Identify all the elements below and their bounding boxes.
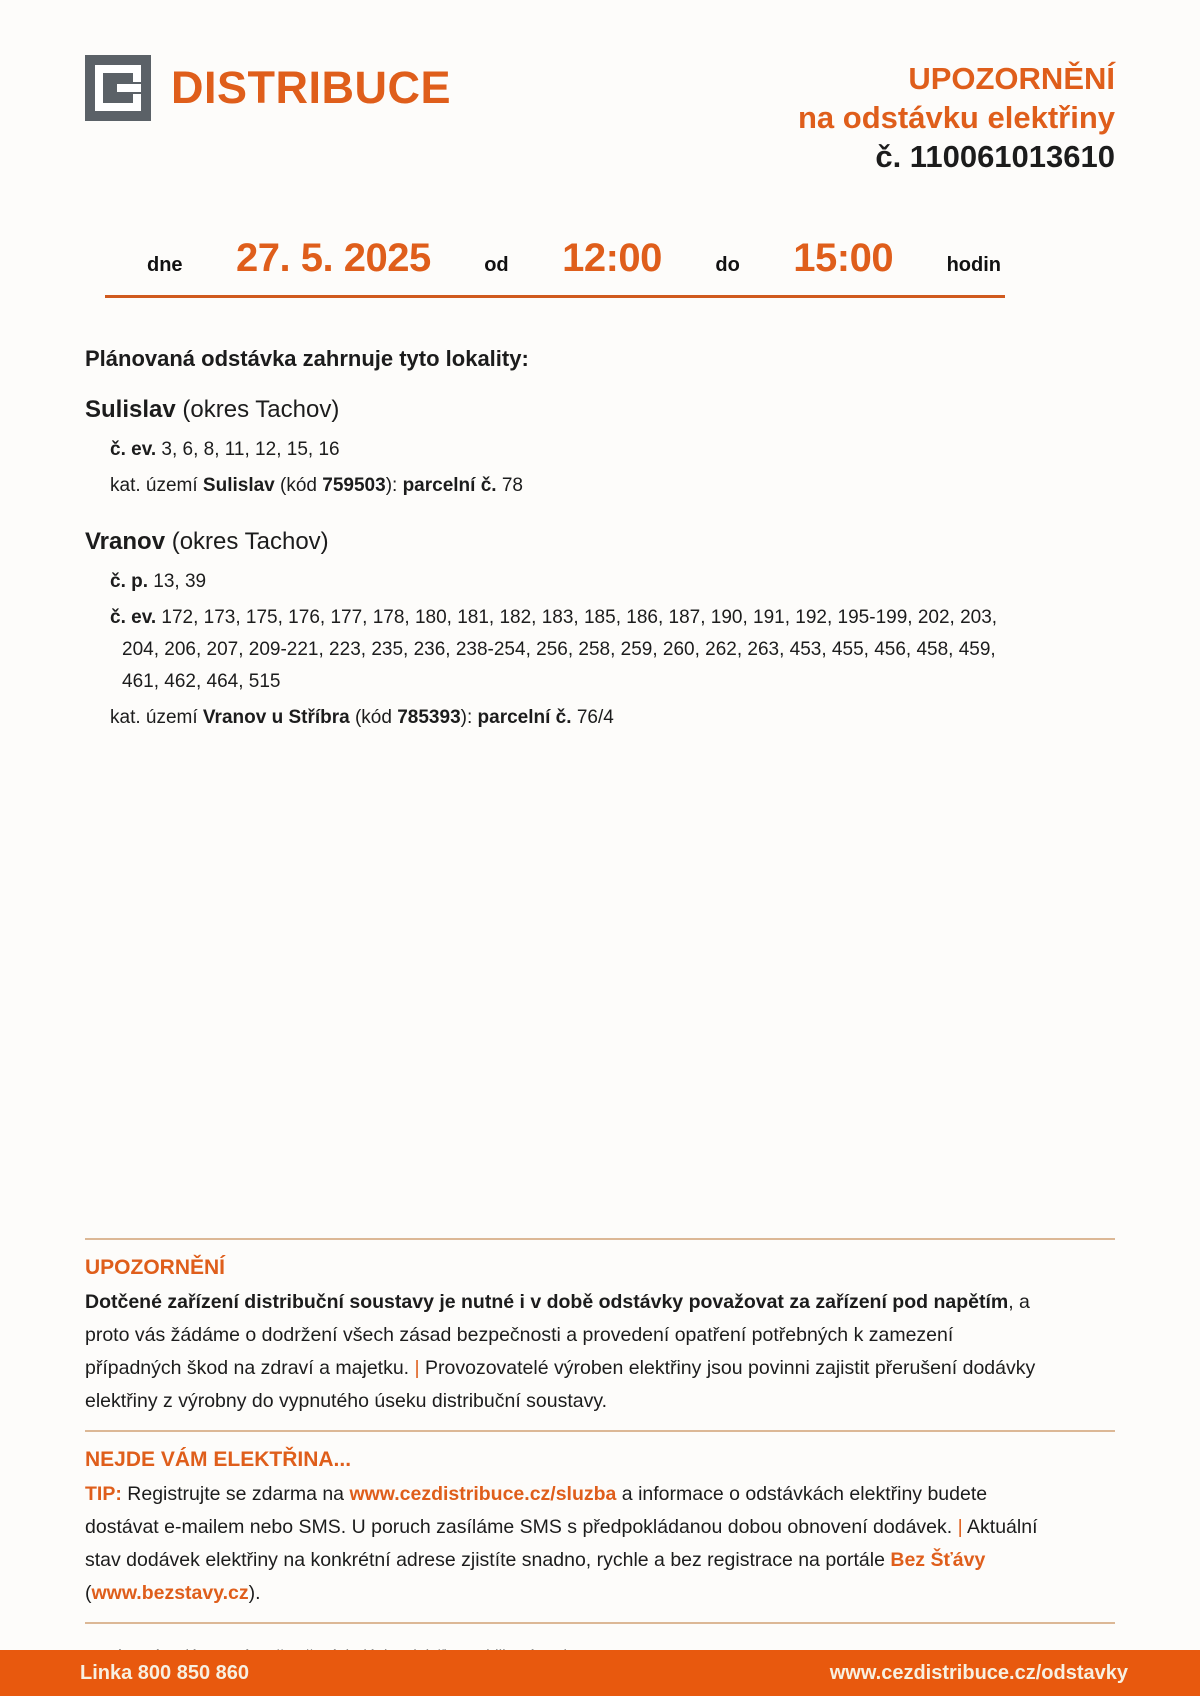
text-segment: a informace o odstávkách elektřiny budete dostávat e-mailem nebo SMS. U poruch zasíláme SMS s předpokládanou dobou obnovení dodávek. [85, 1483, 988, 1538]
text-segment: č. p. [110, 571, 154, 592]
divider [85, 1238, 1115, 1240]
notice-title-block [798, 59, 1115, 176]
divider [85, 1622, 1115, 1624]
locality-detail-line [110, 470, 1115, 502]
info-sections [85, 1238, 1115, 1666]
text-segment: 76/4 [576, 707, 614, 728]
localities-section [0, 298, 1200, 734]
city-district: (okres Tachov) [175, 396, 340, 423]
text-segment: , a proto vás žádáme o dodržení všech zásad bezpečnosti a provedení opatření potřebných k zamezení případných škod na zdraví a majetku. [85, 1291, 1030, 1379]
hours-label: hodin [946, 254, 1001, 276]
cez-logo-icon [85, 55, 151, 121]
support-phone: Linka 800 850 860 [80, 1661, 250, 1684]
locality-detail-line [110, 434, 1115, 466]
text-segment: Provozovatelé výroben elektřiny jsou povinni zajistit přerušení dodávky elektřiny z výrobny do vypnutého úseku distribuční soustavy. [85, 1357, 1036, 1412]
text-segment: č. ev. [110, 439, 162, 460]
text-segment: (kód [349, 707, 398, 728]
text-segment: TIP: [85, 1483, 122, 1505]
help-text [85, 1478, 1045, 1610]
text-segment: 785393 [397, 707, 461, 728]
text-segment: Vranov u Stříbra [202, 707, 350, 728]
text-segment: ): [460, 707, 478, 728]
notice-title-line2: na odstávku elektřiny [797, 100, 1115, 135]
locality-detail-line [110, 702, 1115, 734]
text-segment: parcelní č. [402, 475, 502, 496]
text-segment: (kód [274, 475, 323, 496]
locality-name [85, 396, 1115, 424]
city-name: Sulislav [85, 396, 176, 423]
text-segment: 78 [501, 475, 523, 496]
cez-logo-bar [117, 84, 141, 92]
text-segment: 172, 173, 175, 176, 177, 178, 180, 181, 182, 183, 185, 186, 187, 190, 191, 192, 195-199, 202, 203, 204, 206, 207, 209-221, 223, 235, 236, 238-254, 256, 258, 259, 260, 262, 263, 453, 455, 456, 458, 459, 461, 462, 464, 515 [122, 607, 998, 692]
locality-detail-line [110, 602, 1015, 698]
text-segment: | [957, 1516, 963, 1538]
text-segment: č. ev. [110, 607, 162, 628]
header [0, 0, 1200, 176]
locality-sulislav [85, 396, 1115, 502]
text-segment: 3, 6, 8, 11, 12, 15, 16 [161, 439, 340, 460]
help-heading: NEJDE VÁM ELEKTŘINA... [85, 1448, 352, 1471]
text-segment: Registrujte se zdarma na [121, 1483, 350, 1505]
notice-number: č. 110061013610 [875, 139, 1115, 174]
text-segment: Sulislav [202, 475, 275, 496]
text-segment: ): [385, 475, 403, 496]
text-segment: Dotčené zařízení distribuční soustavy je nutné i v době odstávky považovat za zařízení pod napětím [85, 1291, 1009, 1313]
text-segment: ). [248, 1582, 261, 1604]
outage-date: 27. 5. 2025 [236, 236, 431, 280]
to-label: do [715, 254, 740, 276]
text-segment: kat. území [110, 707, 203, 728]
text-segment: parcelní č. [477, 707, 577, 728]
date-label: dne [147, 254, 183, 276]
notice-title-line1: UPOZORNĚNÍ [908, 61, 1115, 96]
locality-detail-line [110, 566, 1115, 598]
link[interactable]: www.bezstavy.cz [91, 1582, 249, 1604]
localities-heading: Plánovaná odstávka zahrnuje tyto lokality: [85, 346, 529, 371]
text-segment: ( [85, 1582, 92, 1604]
outage-schedule [105, 236, 1005, 298]
locality-name [85, 528, 1115, 556]
locality-vranov [85, 528, 1115, 734]
from-label: od [484, 254, 509, 276]
brand-logo [85, 55, 451, 121]
text-segment: 13, 39 [153, 571, 207, 592]
city-name: Vranov [85, 528, 166, 555]
text-segment: | [414, 1357, 420, 1379]
footer-bar [0, 1650, 1200, 1696]
footer-url-link[interactable]: www.cezdistribuce.cz/odstavky [829, 1661, 1128, 1684]
text-segment: 759503 [322, 475, 386, 496]
text-segment: Bez Šťávy [890, 1549, 986, 1571]
divider [85, 1430, 1115, 1432]
city-district: (okres Tachov) [165, 528, 329, 555]
end-time: 15:00 [793, 236, 894, 280]
text-segment: Aktuální stav dodávek elektřiny na konkrétní adrese zjistíte snadno, rychle a bez registrace na portále [85, 1516, 1038, 1571]
text-segment: kat. území [110, 475, 203, 496]
start-time: 12:00 [562, 236, 662, 280]
link[interactable]: www.cezdistribuce.cz/sluzba [349, 1483, 617, 1505]
brand-name: DISTRIBUCE [171, 62, 452, 113]
warning-heading: UPOZORNĚNÍ [85, 1256, 226, 1279]
warning-text [85, 1286, 1045, 1418]
